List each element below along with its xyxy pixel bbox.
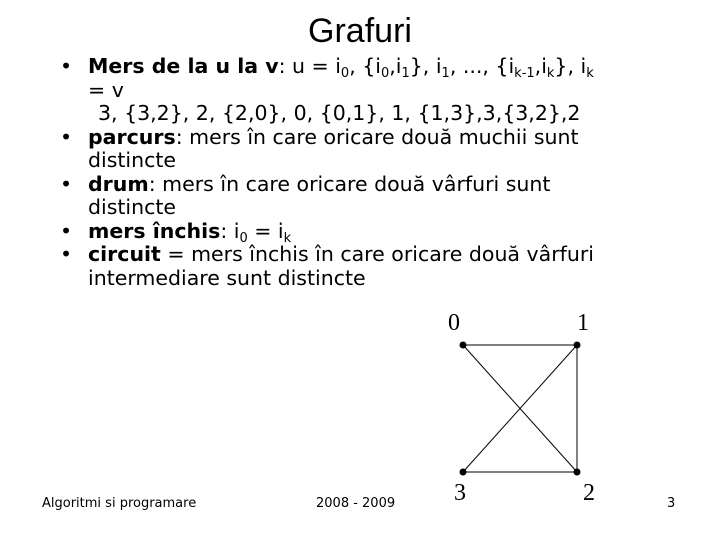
path-definition: : mers în care oricare două vârfuri sunt (148, 171, 551, 196)
node-label-1: 1 (577, 310, 589, 336)
circuit-definition: = mers închis în care oricare două vârfuri (160, 242, 594, 266)
bullet-marker: • (60, 242, 73, 266)
circuit-definition-end: intermediare sunt distincte (88, 265, 366, 290)
node-label-3: 3 (454, 480, 466, 506)
graph-node-0 (460, 342, 467, 349)
bullet-marker: • (60, 171, 73, 196)
graph-node-2 (574, 469, 581, 476)
term-path: drum (88, 171, 149, 196)
graph-node-1 (574, 342, 581, 349)
graph-node-3 (460, 469, 467, 476)
node-label-2: 2 (583, 480, 595, 506)
bullet-marker: • (60, 124, 73, 149)
walk-definition: $u = i_0$, $\{i_0,i_1\}$, $i_1$, ..., $\{i_{k-1},i_k\}$, $i_k$ (292, 54, 594, 81)
bullet-marker: • (60, 54, 73, 78)
trail-definition-end: distincte (88, 148, 177, 172)
walk-definition-end: = v (88, 77, 124, 102)
bullet-marker: • (60, 218, 73, 243)
path-definition-end: distincte (88, 195, 177, 219)
term-circuit: circuit (88, 242, 161, 266)
term-separator: : (278, 54, 292, 78)
term-walk: Mers de la u la v (88, 54, 279, 78)
term-closed-walk: mers închis (88, 218, 221, 243)
footer-course: Algoritmi si programare (42, 496, 197, 511)
footer-years: 2008 - 2009 (316, 496, 396, 511)
slide-title: Grafuri (308, 12, 412, 50)
trail-definition: : mers în care oricare două muchii sunt (175, 124, 579, 149)
closed-walk-definition: : $i_0 = i_k$ (220, 218, 292, 246)
term-trail: parcurs (88, 124, 176, 149)
walk-example: 3, {3,2}, 2, {2,0}, 0, {0,1}, 1, {1,3},3,{3,2},2 (98, 101, 581, 125)
node-label-0: 0 (448, 310, 460, 336)
page-number: 3 (667, 496, 676, 511)
